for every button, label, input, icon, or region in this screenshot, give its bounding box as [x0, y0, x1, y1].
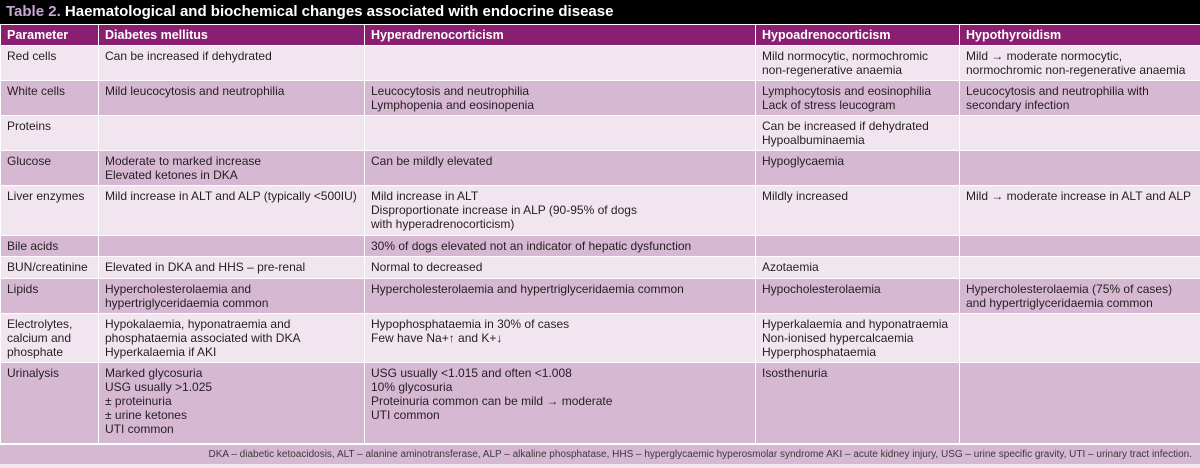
endocrine-table	[0, 24, 1200, 444]
cell-line: normochromic non-regenerative anaemia	[966, 63, 1186, 77]
cell-parameter	[1, 81, 99, 116]
cell-diabetes-mellitus	[99, 81, 365, 116]
cell-line: Hypercholesterolaemia and hypertriglyceridaemia common	[371, 282, 684, 296]
table-body	[1, 46, 1200, 444]
cell-line: phosphate	[7, 345, 64, 359]
cell-line: UTI common	[105, 422, 174, 436]
cell-diabetes-mellitus	[99, 314, 365, 363]
table-number: Table 2.	[6, 3, 61, 20]
cell-line: Hyperphosphataemia	[762, 345, 877, 359]
cell-line: 30% of dogs elevated not an indicator of hepatic dysfunction	[371, 239, 692, 253]
cell-diabetes-mellitus	[99, 279, 365, 314]
cell-hyperadrenocorticism	[365, 81, 756, 116]
table-row	[1, 46, 1200, 81]
cell-line: secondary infection	[966, 98, 1070, 112]
cell-line: Normal to decreased	[371, 260, 483, 274]
cell-hyperadrenocorticism	[365, 46, 756, 81]
cell-line: Liver enzymes	[7, 189, 85, 203]
cell-line: calcium and	[7, 331, 72, 345]
cell-diabetes-mellitus	[99, 46, 365, 81]
cell-line: Mild → moderate normocytic,	[966, 49, 1123, 63]
cell-line: Mild normocytic, normochromic	[762, 49, 929, 63]
cell-line: Leucocytosis and neutrophilia with	[966, 84, 1149, 98]
cell-diabetes-mellitus	[99, 186, 365, 236]
cell-line: Hypoglycaemia	[762, 154, 845, 168]
cell-line: USG usually >1.025	[105, 380, 213, 394]
cell-hypoadrenocorticism	[756, 46, 960, 81]
cell-hyperadrenocorticism	[365, 314, 756, 363]
table-row	[1, 363, 1200, 444]
cell-diabetes-mellitus	[99, 116, 365, 151]
cell-line: Hypophosphataemia in 30% of cases	[371, 317, 570, 331]
cell-line: ± proteinuria	[105, 394, 172, 408]
cell-hypoadrenocorticism	[756, 151, 960, 186]
cell-line: Elevated ketones in DKA	[105, 168, 238, 182]
table-row	[1, 236, 1200, 257]
cell-hypothyroidism	[960, 151, 1200, 186]
cell-parameter	[1, 257, 99, 279]
cell-hypoadrenocorticism	[756, 186, 960, 236]
cell-hypoadrenocorticism	[756, 279, 960, 314]
cell-line: Hyperkalaemia if AKI	[105, 345, 217, 359]
cell-diabetes-mellitus	[99, 236, 365, 257]
cell-line: Hyperkalaemia and hyponatraemia	[762, 317, 949, 331]
cell-hypoadrenocorticism	[756, 236, 960, 257]
cell-line: Bile acids	[7, 239, 59, 253]
table-row	[1, 279, 1200, 314]
cell-line: with hyperadrenocorticism)	[371, 217, 515, 231]
cell-parameter	[1, 236, 99, 257]
cell-hyperadrenocorticism	[365, 116, 756, 151]
cell-line: Glucose	[7, 154, 52, 168]
cell-hyperadrenocorticism	[365, 257, 756, 279]
cell-hypothyroidism	[960, 236, 1200, 257]
table-row	[1, 186, 1200, 236]
cell-hypoadrenocorticism	[756, 116, 960, 151]
cell-line: UTI common	[371, 408, 440, 422]
cell-line: Disproportionate increase in ALP (90-95% of dogs	[371, 203, 637, 217]
header-row	[1, 25, 1200, 46]
cell-diabetes-mellitus	[99, 257, 365, 279]
cell-line: Mild increase in ALT and ALP (typically <500IU)	[105, 189, 357, 203]
cell-parameter	[1, 46, 99, 81]
cell-line: Can be increased if dehydrated	[105, 49, 272, 63]
cell-line: Electrolytes,	[7, 317, 73, 331]
cell-hypothyroidism	[960, 186, 1200, 236]
cell-line: Non-ionised hypercalcaemia	[762, 331, 914, 345]
cell-hypoadrenocorticism	[756, 363, 960, 444]
header-hypothyroidism: Hypothyroidism	[960, 25, 1200, 46]
header-hypoadrenocorticism: Hypoadrenocorticism	[756, 25, 960, 46]
cell-line: Lymphopenia and eosinopenia	[371, 98, 535, 112]
cell-line: Red cells	[7, 49, 57, 63]
cell-line: Proteinuria common can be mild → moderate	[371, 394, 613, 408]
cell-hypoadrenocorticism	[756, 81, 960, 116]
cell-line: Lymphocytosis and eosinophilia	[762, 84, 931, 98]
cell-hypoadrenocorticism	[756, 314, 960, 363]
cell-line: Proteins	[7, 119, 52, 133]
header-parameter: Parameter	[1, 25, 99, 46]
cell-parameter	[1, 116, 99, 151]
cell-line: Hypokalaemia, hyponatraemia and	[105, 317, 291, 331]
cell-line: 10% glycosuria	[371, 380, 453, 394]
header-hyperadrenocorticism: Hyperadrenocorticism	[365, 25, 756, 46]
cell-line: Leucocytosis and neutrophilia	[371, 84, 530, 98]
table-title	[0, 0, 1200, 24]
cell-line: Mild increase in ALT	[371, 189, 479, 203]
cell-line: Hypercholesterolaemia (75% of cases)	[966, 282, 1173, 296]
cell-line: White cells	[7, 84, 66, 98]
cell-parameter	[1, 151, 99, 186]
cell-hypothyroidism	[960, 314, 1200, 363]
table-row	[1, 314, 1200, 363]
cell-line: Few have Na+↑ and K+↓	[371, 331, 503, 345]
cell-line: Can be increased if dehydrated	[762, 119, 929, 133]
cell-hypothyroidism	[960, 116, 1200, 151]
cell-line: Isosthenuria	[762, 366, 828, 380]
cell-parameter	[1, 363, 99, 444]
cell-hyperadrenocorticism	[365, 236, 756, 257]
cell-line: Can be mildly elevated	[371, 154, 493, 168]
cell-line: USG usually <1.015 and often <1.008	[371, 366, 572, 380]
cell-line: Urinalysis	[7, 366, 60, 380]
cell-line: Azotaemia	[762, 260, 819, 274]
cell-parameter	[1, 279, 99, 314]
cell-hypothyroidism	[960, 257, 1200, 279]
cell-line: Moderate to marked increase	[105, 154, 262, 168]
header-diabetes-mellitus: Diabetes mellitus	[99, 25, 365, 46]
cell-diabetes-mellitus	[99, 363, 365, 444]
table-row	[1, 116, 1200, 151]
cell-line: and hypertriglyceridaemia common	[966, 296, 1153, 310]
table-row	[1, 151, 1200, 186]
cell-line: Lipids	[7, 282, 39, 296]
cell-parameter	[1, 314, 99, 363]
cell-line: Mild leucocytosis and neutrophilia	[105, 84, 285, 98]
table-title-text: Haematological and biochemical changes associated with endocrine disease	[60, 3, 614, 20]
cell-hypothyroidism	[960, 279, 1200, 314]
cell-hypothyroidism	[960, 81, 1200, 116]
cell-hyperadrenocorticism	[365, 151, 756, 186]
cell-line: Lack of stress leucogram	[762, 98, 896, 112]
cell-line: Hypocholesterolaemia	[762, 282, 881, 296]
cell-line: Hypercholesterolaemia and	[105, 282, 252, 296]
cell-hyperadrenocorticism	[365, 279, 756, 314]
cell-line: Mild → moderate increase in ALT and ALP	[966, 189, 1192, 203]
cell-line: phosphataemia associated with DKA	[105, 331, 301, 345]
cell-line: ± urine ketones	[105, 408, 187, 422]
cell-line: non-regenerative anaemia	[762, 63, 903, 77]
cell-hyperadrenocorticism	[365, 186, 756, 236]
cell-line: Elevated in DKA and HHS – pre-renal	[105, 260, 306, 274]
cell-hypoadrenocorticism	[756, 257, 960, 279]
cell-hyperadrenocorticism	[365, 363, 756, 444]
cell-parameter	[1, 186, 99, 236]
cell-hypothyroidism	[960, 363, 1200, 444]
table-footnote: DKA – diabetic ketoacidosis, ALT – alanine aminotransferase, ALP – alkaline phosphatase, HHS – hyperglycaemic hyperosmolar syndrome AKI – acute kidney injury, USG – urine specific gravity, UTI – urinary tract infection.	[0, 444, 1200, 464]
cell-line: Hypoalbuminaemia	[762, 133, 865, 147]
cell-hypothyroidism	[960, 46, 1200, 81]
table-row	[1, 81, 1200, 116]
cell-line: hypertriglyceridaemia common	[105, 296, 269, 310]
table-row	[1, 257, 1200, 279]
cell-line: Mildly increased	[762, 189, 849, 203]
cell-line: Marked glycosuria	[105, 366, 203, 380]
cell-line: BUN/creatinine	[7, 260, 88, 274]
cell-diabetes-mellitus	[99, 151, 365, 186]
